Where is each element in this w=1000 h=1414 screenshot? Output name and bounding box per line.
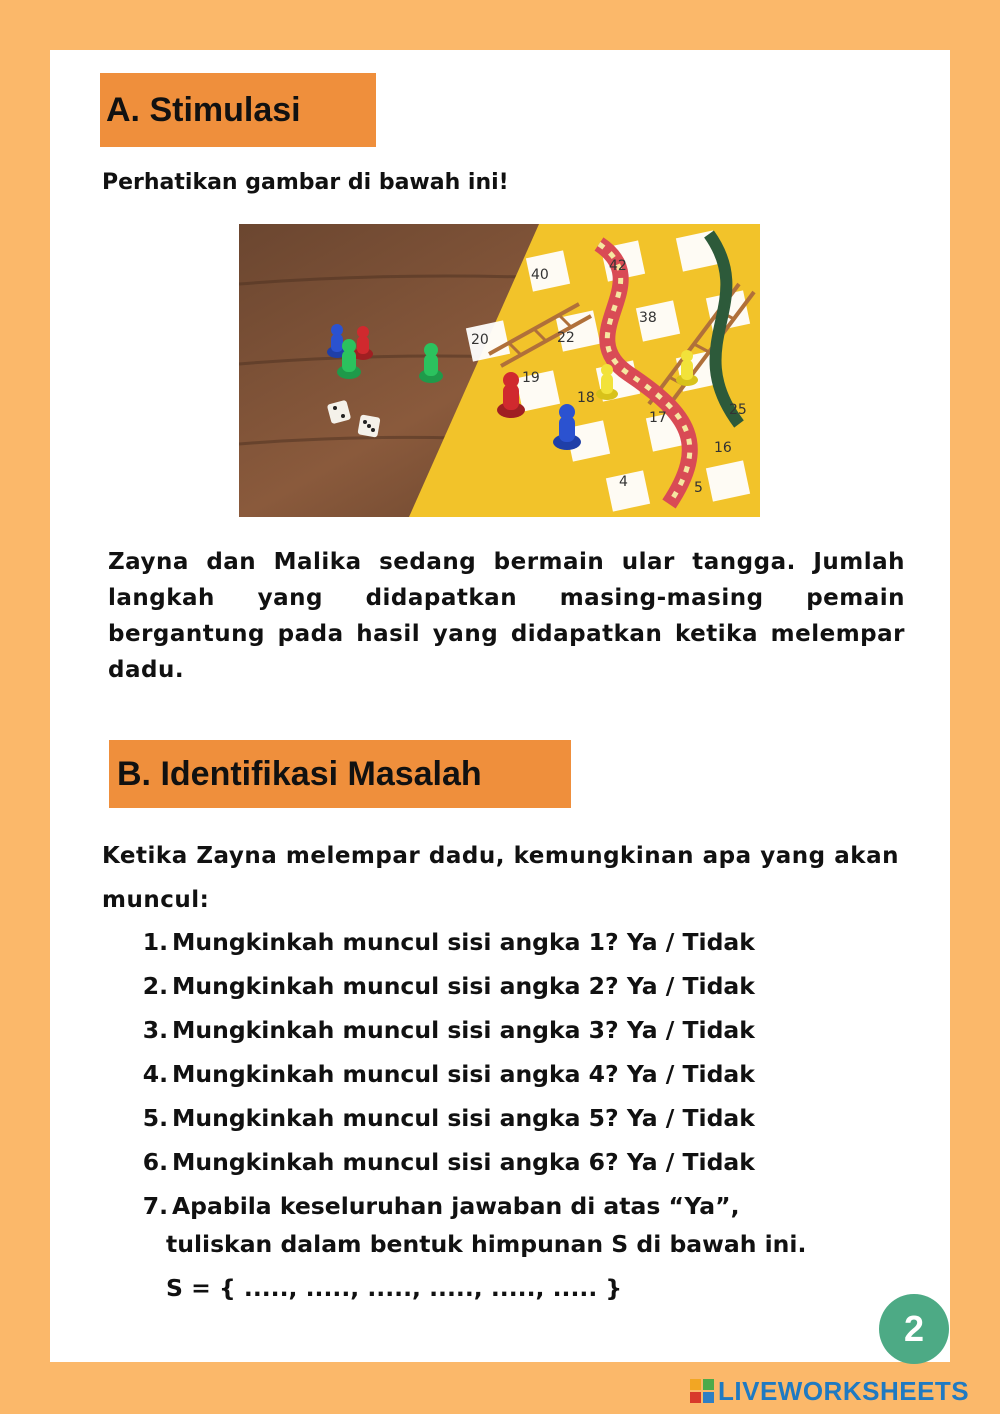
question-text: Mungkinkah muncul sisi angka 4? Ya / Tidak (172, 1060, 755, 1088)
question-item (130, 1140, 910, 1184)
board-number: 25 (729, 402, 747, 418)
liveworksheets-logo-icon (690, 1379, 714, 1403)
question-item (130, 964, 910, 1008)
problem-statement: Ketika Zayna melempar dadu, kemungkinan apa yang akan muncul: (102, 843, 899, 913)
question-item (130, 1184, 910, 1228)
board-number: 16 (714, 440, 732, 456)
question-item (130, 1008, 910, 1052)
board-number: 20 (471, 332, 489, 348)
watermark-text: LIVEWORKSHEETS (718, 1375, 970, 1406)
question-number: 7. (142, 1192, 168, 1220)
story-paragraph: Zayna dan Malika sedang bermain ular tangga. Jumlah langkah yang didapatkan masing-masing pemain bergantung pada hasil yang didapatkan ketika melempar dadu. (108, 549, 905, 683)
board-number: 19 (522, 370, 540, 386)
board-number: 38 (639, 310, 657, 326)
section-a-heading: A. Stimulasi (100, 73, 376, 147)
set-answer-blank[interactable]: S = { ....., ....., ....., ....., ....., ..... } (166, 1274, 623, 1302)
board-number: 42 (609, 258, 627, 274)
question-item (130, 920, 910, 964)
question-7-line-2: tuliskan dalam bentuk himpunan S di bawah ini. (166, 1230, 807, 1258)
section-b-heading: B. Identifikasi Masalah (109, 740, 571, 808)
board-number: 18 (577, 390, 595, 406)
question-number: 2. (142, 972, 168, 1000)
board-number: 4 (619, 474, 628, 490)
question-item (130, 1096, 910, 1140)
question-number: 5. (142, 1104, 168, 1132)
question-text: Mungkinkah muncul sisi angka 5? Ya / Tidak (172, 1104, 755, 1132)
worksheet-page (50, 50, 950, 1362)
board-number: 22 (557, 330, 575, 346)
page-number-badge: 2 (879, 1294, 949, 1364)
question-number: 4. (142, 1060, 168, 1088)
question-text: Mungkinkah muncul sisi angka 3? Ya / Tidak (172, 1016, 755, 1044)
question-text: Mungkinkah muncul sisi angka 2? Ya / Tidak (172, 972, 755, 1000)
board-number: 17 (649, 410, 667, 426)
board-game-illustration (239, 224, 760, 517)
board-number: 5 (694, 480, 703, 496)
liveworksheets-watermark (690, 1376, 969, 1406)
question-number: 3. (142, 1016, 168, 1044)
instruction-text: Perhatikan gambar di bawah ini! (102, 170, 509, 195)
question-list (130, 920, 910, 1228)
question-item (130, 1052, 910, 1096)
question-text: Mungkinkah muncul sisi angka 1? Ya / Tidak (172, 928, 755, 956)
question-text: Mungkinkah muncul sisi angka 6? Ya / Tidak (172, 1148, 755, 1176)
question-7-line-1: Apabila keseluruhan jawaban di atas “Ya”, (172, 1192, 740, 1220)
snakes-ladders-photo (239, 224, 760, 517)
question-number: 6. (142, 1148, 168, 1176)
question-number: 1. (142, 928, 168, 956)
board-number: 40 (531, 267, 549, 283)
